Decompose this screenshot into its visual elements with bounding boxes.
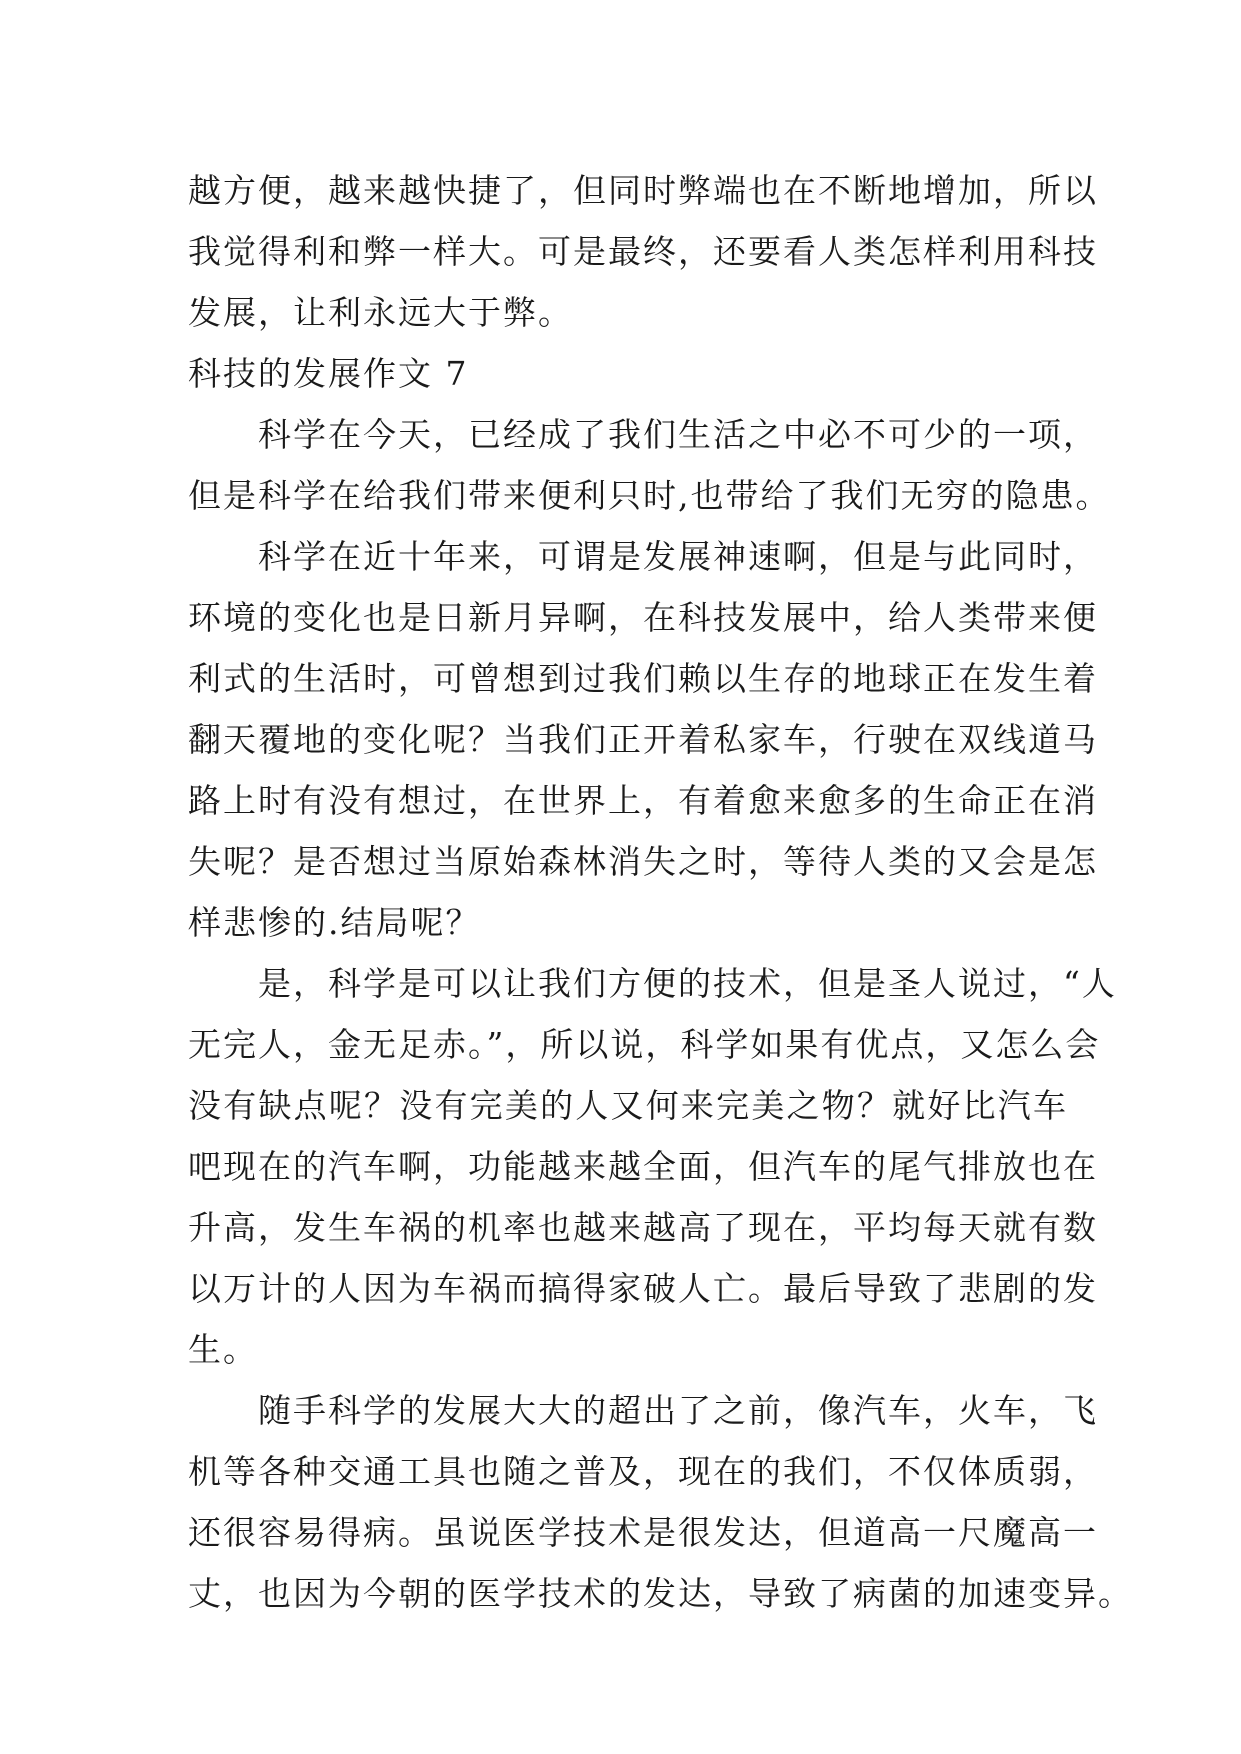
text-line: 还很容易得病。虽说医学技术是很发达，但道高一尺魔高一 [188,1513,1098,1552]
text-line: 吧现在的汽车啊，功能越来越全面，但汽车的尾气排放也在 [188,1147,1098,1186]
text-line: 路上时有没有想过，在世界上，有着愈来愈多的生命正在消 [188,781,1098,820]
paragraph-start-line: 随手科学的发展大大的超出了之前，像汽车，火车，飞 [258,1391,1098,1430]
text-line: 发展，让利永远大于弊。 [188,293,573,332]
text-line: 机等各种交通工具也随之普及，现在的我们，不仅体质弱， [188,1452,1098,1491]
text-line: 利式的生活时，可曾想到过我们赖以生存的地球正在发生着 [188,659,1098,698]
text-line: 以万计的人因为车祸而搞得家破人亡。最后导致了悲剧的发 [188,1269,1098,1308]
text-line: 没有缺点呢？没有完美的人又何来完美之物？就好比汽车 [188,1086,1068,1125]
text-line: 我觉得利和弊一样大。可是最终，还要看人类怎样利用科技 [188,232,1098,271]
paragraph-start-line: 科学在今天，已经成了我们生活之中必不可少的一项， [258,415,1098,454]
paragraph-start-line: 科学在近十年来，可谓是发展神速啊，但是与此同时， [258,537,1098,576]
text-line: 样悲惨的.结局呢？ [188,903,481,942]
paragraph-start-line: 是，科学是可以让我们方便的技术，但是圣人说过，“人 [258,964,1117,1003]
text-line: 升高，发生车祸的机率也越来越高了现在，平均每天就有数 [188,1208,1098,1247]
text-line: 越方便，越来越快捷了，但同时弊端也在不断地增加，所以 [188,171,1098,210]
text-line: 无完人，金无足赤。”，所以说，科学如果有优点，又怎么会 [188,1025,1101,1064]
document-body [188,160,1133,1624]
text-line: 环境的变化也是日新月异啊，在科技发展中，给人类带来便 [188,598,1098,637]
section-heading: 科技的发展作文 7 [188,354,469,393]
text-line: 丈，也因为今朝的医学技术的发达，导致了病菌的加速变异。 [188,1574,1133,1613]
text-line: 生。 [188,1330,258,1369]
text-line: 失呢？是否想过当原始森林消失之时，等待人类的又会是怎 [188,842,1098,881]
text-line: 但是科学在给我们带来便利只时,也带给了我们无穷的隐患。 [188,476,1111,515]
text-line: 翻天覆地的变化呢？当我们正开着私家车，行驶在双线道马 [188,720,1098,759]
